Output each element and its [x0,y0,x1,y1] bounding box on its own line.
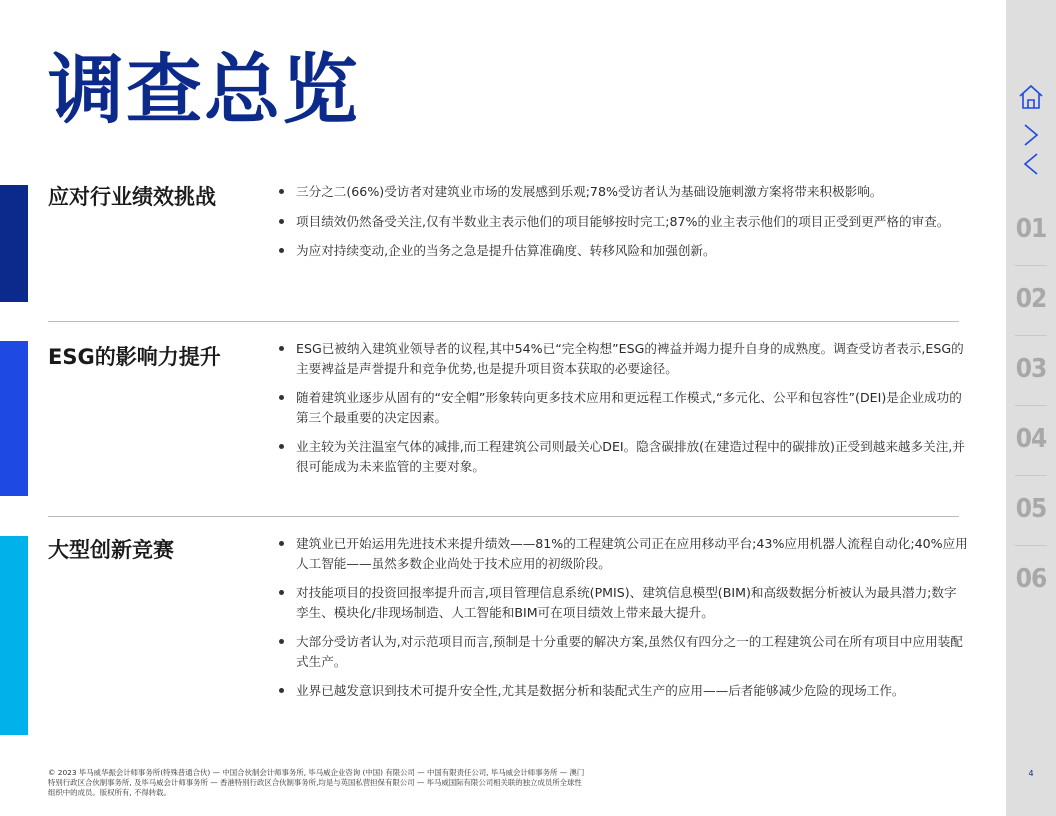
list-item: 项目绩效仍然备受关注,仅有半数业主表示他们的项目能够按时完工;87%的业主表示他们的项目正受到更严格的审查。 [278,212,968,232]
section-3-accent-bar [0,536,28,735]
nav-item-06[interactable]: 06 [1015,564,1047,594]
nav-divider [1015,335,1047,336]
nav-divider [1015,545,1047,546]
nav-divider [1015,475,1047,476]
nav-item-04[interactable]: 04 [1015,424,1047,454]
section-3-bullets [278,534,968,711]
section-divider [48,516,959,517]
list-item: ESG已被纳入建筑业领导者的议程,其中54%已“完全构想”ESG的裨益并竭力提升自身的成熟度。调查受访者表示,ESG的主要裨益是声誉提升和竞争优势,也是提升项目资本获取的必要途径。 [278,339,968,378]
nav-item-01[interactable]: 01 [1015,214,1047,244]
chevron-left-icon[interactable] [1016,149,1046,179]
list-item: 业主较为关注温室气体的减排,而工程建筑公司则最关心DEI。隐含碳排放(在建造过程中的碳排放)正受到越来越多关注,并很可能成为未来监管的主要对象。 [278,437,968,476]
list-item: 随着建筑业逐步从固有的“安全帽”形象转向更多技术应用和更远程工作模式,“多元化、公平和包容性”(DEI)是企业成功的第三个最重要的决定因素。 [278,388,968,427]
section-1-accent-bar [0,185,28,302]
nav-divider [1015,405,1047,406]
nav-item-03[interactable]: 03 [1015,354,1047,384]
section-1-heading: 应对行业绩效挑战 [48,185,216,209]
section-3-heading: 大型创新竞赛 [48,538,174,562]
sidebar-nav [1006,0,1056,816]
list-item: 三分之二(66%)受访者对建筑业市场的发展感到乐观;78%受访者认为基础设施刺激方案将带来积极影响。 [278,182,968,202]
home-icon[interactable] [1016,82,1046,112]
list-item: 对技能项目的投资回报率提升而言,项目管理信息系统(PMIS)、建筑信息模型(BIM)和高级数据分析被认为最具潜力;数字孪生、模块化/非现场制造、人工智能和BIM可在项目绩效上带来最大提升。 [278,583,968,622]
section-divider [48,321,959,322]
nav-divider [1015,265,1047,266]
section-2-accent-bar [0,341,28,496]
nav-item-05[interactable]: 05 [1015,494,1047,524]
section-2-bullets [278,339,968,486]
list-item: 业界已越发意识到技术可提升安全性,尤其是数据分析和装配式生产的应用——后者能够减少危险的现场工作。 [278,681,968,701]
list-item: 大部分受访者认为,对示范项目而言,预制是十分重要的解决方案,虽然仅有四分之一的工程建筑公司在所有项目中应用装配式生产。 [278,632,968,671]
list-item: 建筑业已开始运用先进技术来提升绩效——81%的工程建筑公司正在应用移动平台;43%应用机器人流程自动化;40%应用人工智能——虽然多数企业尚处于技术应用的初级阶段。 [278,534,968,573]
page-number: 4 [1028,769,1034,778]
footer-copyright: © 2023 毕马威华振会计师事务所(特殊普通合伙) — 中国合伙制会计师事务所, 毕马威企业咨询 (中国) 有限公司 — 中国有限责任公司, 毕马威会计师事务所 — 澳门特别行政区合伙制事务所, 及毕马威会计师事务所 — 香港特别行政区合伙制事务所,均是与英国私营担保有限公司 — 毕马威国际有限公司相关联的独立成员所全球性组织中的成员。版权所有, 不得转载。 [48,768,585,797]
nav-item-02[interactable]: 02 [1015,284,1047,314]
section-1-bullets [278,182,968,271]
list-item: 为应对持续变动,企业的当务之急是提升估算准确度、转移风险和加强创新。 [278,241,968,261]
section-2-heading: ESG的影响力提升 [48,345,221,369]
page-title: 调查总览 [48,45,360,134]
chevron-right-icon[interactable] [1016,120,1046,150]
